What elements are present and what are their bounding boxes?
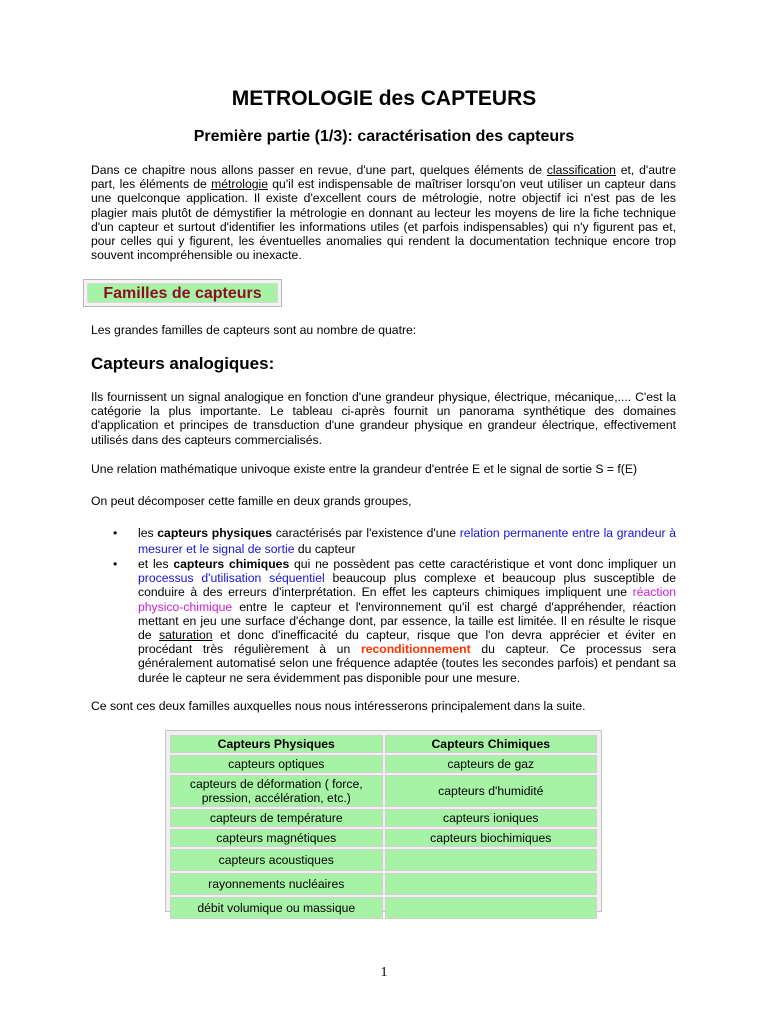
table-cell: rayonnements nucléaires	[170, 873, 383, 895]
groups-list	[91, 525, 676, 685]
bullet2-text-3: beaucoup plus complexe et beaucoup plus susceptible de conduire à des erreurs d'interprétation. En effet les capteurs chimiques impliquent une	[138, 571, 676, 600]
bullet1-text-1: les	[138, 526, 158, 540]
table-cell: capteurs d'humidité	[385, 775, 598, 807]
saturation-link[interactable]: saturation	[158, 628, 213, 643]
intro-text-1: Dans ce chapitre nous allons passer en revue, d'une part, quelques éléments de	[91, 163, 547, 177]
intro-text-2: et, d'autre part, les éléments de	[91, 163, 676, 192]
analog-paragraph-2: Une relation mathématique univoque existe entre la grandeur d'entrée E et le signal de sortie S = f(E)	[91, 462, 638, 476]
bullet2-text-6: du capteur. Ce processus sera généralement automatisé selon une fréquence adaptée (toutes les secondes parfois) et pendant sa durée le capteur ne sera évidemment pas disponible pour une mesure.	[138, 642, 677, 685]
table-cell	[385, 873, 598, 895]
table-cell: débit volumique ou massique	[170, 897, 383, 919]
list-item	[91, 525, 676, 557]
table-row	[170, 849, 597, 871]
bullet2-text-4: entre le capteur et l'environnement qu'il est chargé d'appréhender, réaction mettant en jeu une surface d'échange dont, par essence, la taille est limitée. Il en résulte le risque de	[138, 599, 676, 643]
header-physiques: Capteurs Physiques	[170, 735, 383, 753]
table-cell: capteurs de déformation ( force, pression, accélération, etc.)	[170, 775, 383, 807]
bullet1-highlight: relation permanente entre la grandeur à mesurer et le signal de sortie	[138, 526, 676, 556]
header-chimiques: Capteurs Chimiques	[385, 735, 598, 753]
table-row	[170, 873, 597, 895]
table-cell	[385, 849, 598, 871]
table-row	[170, 809, 597, 827]
classification-link[interactable]: classification	[546, 163, 616, 177]
section-title-box	[83, 279, 282, 307]
bullet2-bold: capteurs chimiques	[173, 557, 290, 571]
bullet2-text-5: et donc d'inefficacité du capteur, risque que l'on devra apprécier et éviter en procédant très régulièrement à un	[138, 628, 676, 657]
bullet1-bold: capteurs physiques	[157, 526, 273, 540]
page-subtitle: Première partie (1/3): caractérisation des capteurs	[193, 128, 575, 145]
table-cell	[385, 897, 598, 919]
table-row	[170, 829, 597, 847]
table-cell: capteurs biochimiques	[385, 829, 598, 847]
intro-paragraph	[91, 163, 676, 262]
page-title: METROLOGIE des CAPTEURS	[231, 87, 537, 110]
table-cell: capteurs acoustiques	[170, 849, 383, 871]
bullet1-text-2: caractérisés par l'existence d'une	[272, 526, 460, 540]
sensor-table-frame	[165, 730, 602, 915]
page-number: 1	[380, 965, 388, 980]
intro-text-3: qu'il est indispensable de maîtriser lorsqu'on veut utiliser un capteur dans une quelconque application. Il existe d'excellent cours de métrologie, notre objectif ici n'est pas de les plagier mais plutôt de démystifier la métrologie en donnant au lecteur les moyens de lire la fiche technique d'un capteur et surtout d'identifier les informations utiles (et parfois indispensables) qui n'y figurent pas et, pour celles qui y figurent, les éventuelles anomalies qui rendent la documentation technique encore trop souvent incompréhensible ou inexacte.	[91, 177, 676, 263]
table-header-row	[170, 735, 597, 753]
table-cell: capteurs optiques	[170, 755, 383, 773]
families-intro: Les grandes familles de capteurs sont au nombre de quatre:	[91, 323, 417, 337]
table-row	[170, 755, 597, 773]
bullet2-highlight-blue: processus d'utilisation séquentiel	[138, 571, 325, 586]
bullet2-text-2: qui ne possèdent pas cette caractéristique et vont donc impliquer un	[289, 557, 676, 571]
sensor-families-table	[168, 733, 599, 921]
heading-capteurs-analogiques: Capteurs analogiques:	[91, 354, 275, 373]
analog-paragraph-3: On peut décomposer cette famille en deux grands groupes,	[91, 494, 412, 508]
table-cell: capteurs de température	[170, 809, 383, 827]
metrologie-link[interactable]: métrologie	[211, 177, 268, 192]
table-cell: capteurs de gaz	[385, 755, 598, 773]
bullet2-highlight-orange: reconditionnement	[360, 642, 471, 657]
bullet-icon: •	[113, 526, 118, 540]
bullet-icon: •	[113, 557, 118, 571]
table-cell: capteurs ioniques	[385, 809, 598, 827]
list-item	[91, 557, 676, 685]
analog-paragraph-1: Ils fournissent un signal analogique en fonction d'une grandeur physique, électrique, mécanique,.... C'est la catégorie la plus importante. Le tableau ci-après fournit un panorama synthétique des domaines d'application et principes de transduction d'une grandeur physique en grandeur électrique, effectivement utilisés dans des capteurs commercialisés.	[91, 390, 676, 447]
table-row	[170, 897, 597, 919]
bullet1-text-3: du capteur	[294, 542, 356, 556]
section-title: Familles de capteurs	[87, 283, 278, 303]
table-cell: capteurs magnétiques	[170, 829, 383, 847]
bullet2-text-1: et les	[138, 557, 174, 571]
table-row	[170, 775, 597, 807]
closing-paragraph: Ce sont ces deux familles auxquelles nous nous intéresserons principalement dans la suite.	[91, 699, 586, 713]
bullet2-highlight-magenta: réaction physico-chimique	[138, 585, 676, 614]
